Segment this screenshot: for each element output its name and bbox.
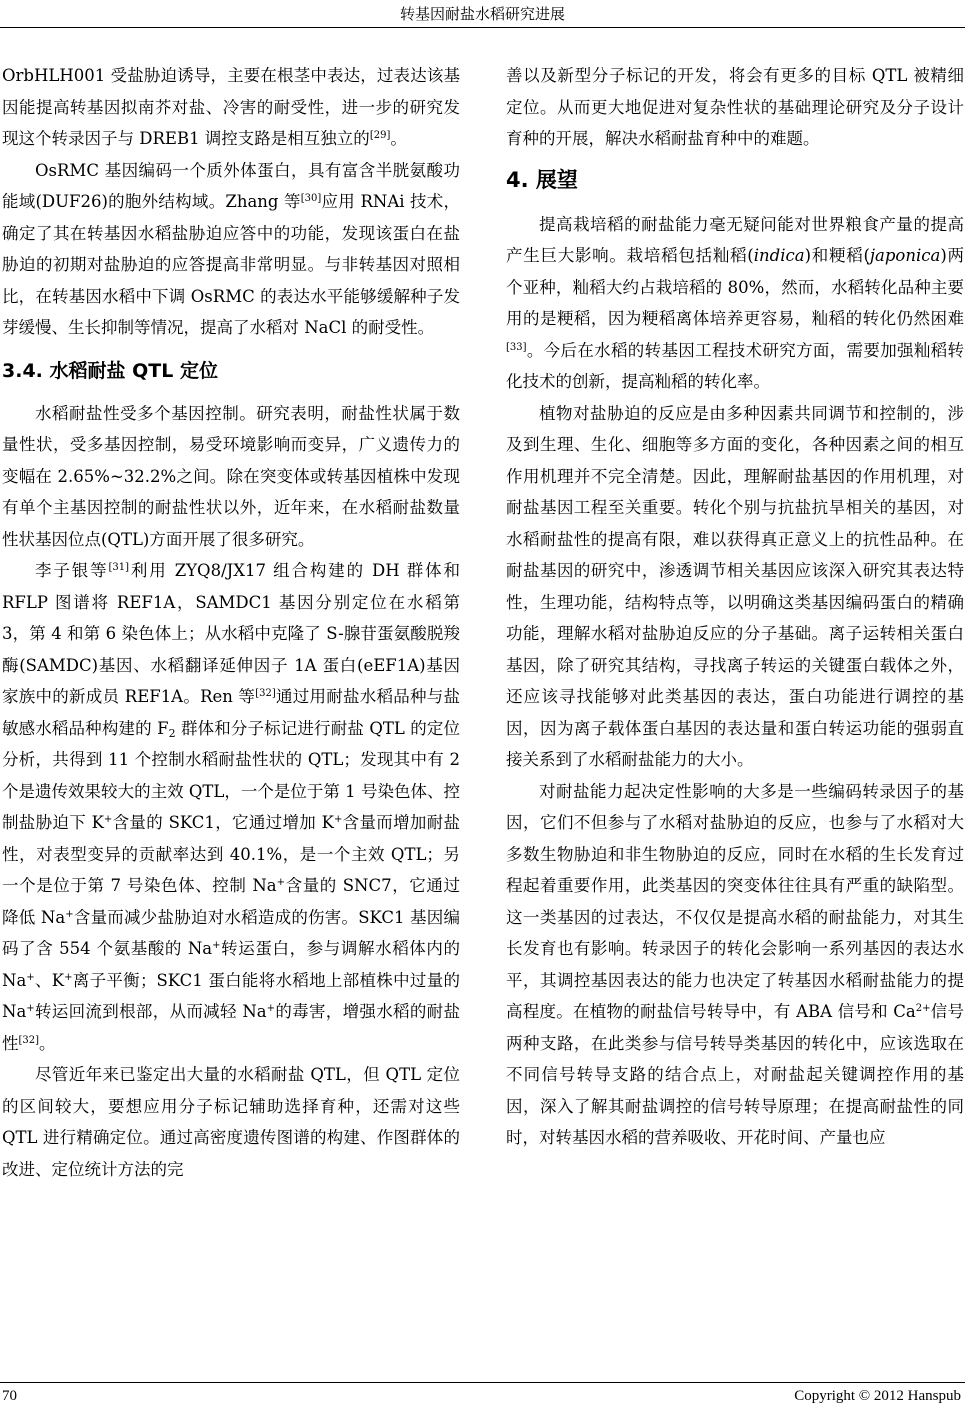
header-rule xyxy=(0,27,965,28)
paragraph: 提高栽培稻的耐盐能力毫无疑问能对世界粮食产量的提高产生巨大影响。栽培稻包括籼稻(indica)和粳稻(japonica)两个亚种，籼稻大约占栽培稻的 80%，然而，水稻转化品种主要用的是粳稻，因为粳稻离体培养更容易，籼稻的转化仍然困难[33]。今后在水稻的转基因工程技术研究方面，需要加强籼稻转化技术的创新，提高籼稻的转化率。 xyxy=(506,214,965,391)
citation[interactable]: [33] xyxy=(506,341,527,353)
citation[interactable]: [32] xyxy=(18,1034,40,1046)
footer-rule xyxy=(0,1382,965,1383)
paragraph: 水稻耐盐性受多个基因控制。研究表明，耐盐性状属于数量性状，受多基因控制，易受环境影响而变异，广义遗传力的变幅在 2.65%~32.2%之间。除在突变体或转基因植株中发现有单个主基因控制的耐盐性状以外，近年来，在水稻耐盐数量性状基因位点(QTL)方面开展了很多研究。 xyxy=(2,403,460,549)
citation[interactable]: [30] xyxy=(300,193,322,204)
section-heading-4: 4. 展望 xyxy=(506,167,578,192)
page-number: 70 xyxy=(2,1388,17,1404)
right-column xyxy=(506,60,964,1154)
left-column xyxy=(2,60,460,1185)
copyright-notice: Copyright © 2012 Hanspub xyxy=(794,1388,961,1404)
paragraph: 尽管近年来已鉴定出大量的水稻耐盐 QTL，但 QTL 定位的区间较大，要想应用分子标记辅助选择育种，还需对这些 QTL 进行精确定位。通过高密度遗传图谱的构建、作图群体的改进、定位统计方法的完 xyxy=(2,1065,460,1179)
citation[interactable]: [32] xyxy=(255,688,276,699)
paragraph: 对耐盐能力起决定性影响的大多是一些编码转录因子的基因，它们不但参与了水稻对盐胁迫的反应，也参与了水稻对大多数生物胁迫和非生物胁迫的反应，同时在水稻的生长发育过程起着重要作用，此类基因的突变体往往具有严重的缺陷型。这一类基因的过表达，不仅仅是提高水稻的耐盐能力，对其生长发育也有影响。转录因子的转化会影响一系列基因的表达水平，其调控基因表达的能力也决定了转基因水稻耐盐能力的提高程度。在植物的耐盐信号转导中，有 ABA 信号和 $Ca^{2+}$信号两种支路，在此类参与信号转导类基因的转化中，应该选取在不同信号转导支路的结合点上，对耐盐起关键调控作用的基因，深入了解其耐盐调控的信号转导原理；在提高耐盐性的同时，对转基因水稻的营养吸收、开花时间、产量也应 xyxy=(506,781,965,1147)
section-heading-3-4: 3.4. 水稻耐盐 QTL 定位 xyxy=(2,359,218,382)
paragraph: 善以及新型分子标记的开发，将会有更多的目标 QTL 被精细定位。从而更大地促进对复杂性状的基础理论研究及分子设计育种的开展，解决水稻耐盐育种中的难题。 xyxy=(506,66,964,148)
paragraph: OrbHLH001 受盐胁迫诱导，主要在根茎中表达，过表达该基因能提高转基因拟南芥对盐、冷害的耐受性，进一步的研究发现这个转录因子与 DREB1 调控支路是相互独立的[29]。 xyxy=(2,66,460,148)
paragraph: 植物对盐胁迫的反应是由多种因素共同调节和控制的，涉及到生理、生化、细胞等多方面的变化，各种因素之间的相互作用机理并不完全清楚。因此，理解耐盐基因的作用机理，对耐盐基因工程至关重要。转化个别与抗盐抗旱相关的基因，对水稻耐盐性的提高有限，难以获得真正意义上的抗性品种。在耐盐基因的研究中，渗透调节相关基因应该深入研究其表达特性，生理功能，结构特点等，以明确这类基因编码蛋白的精确功能，理解水稻对盐胁迫反应的分子基础。离子运转相关蛋白基因，除了研究其结构，寻找离子转运的关键蛋白载体之外，还应该寻找能够对此类基因的表达，蛋白功能进行调控的基因，因为离子载体蛋白基因的表达量和蛋白转运功能的强弱直接关系到了水稻耐盐能力的大小。 xyxy=(506,403,964,769)
citation[interactable]: [31] xyxy=(108,562,129,573)
paragraph: OsRMC 基因编码一个质外体蛋白，具有富含半胱氨酸功能域(DUF26)的胞外结构域。Zhang 等[30]应用 RNAi 技术，确定了其在转基因水稻盐胁迫应答中的功能，发现该蛋白在盐胁迫的初期对盐胁迫的应答提高非常明显。与非转基因对照相比，在转基因水稻中下调 OsRMC 的表达水平能够缓解种子发芽缓慢、生长抑制等情况，提高了水稻对 NaCl 的耐受性。 xyxy=(2,160,460,337)
paragraph: 李子银等[31]利用 ZYQ8/JX17 组合构建的 DH 群体和 RFLP 图谱将 REF1A，SAMDC1 基因分别定位在水稻第 3，第 4 和第 6 染色体上；从水稻中克隆了 S-腺苷蛋氨酸脱羧酶(SAMDC)基因、水稻翻译延伸因子 1A 蛋白(eEF1A)基因家族中的新成员 REF1A。Ren 等[32]通过用耐盐水稻品种与盐敏感水稻品种构建的 $F_2$ 群体和分子标记进行耐盐 QTL 的定位分析，共得到 11 个控制水稻耐盐性状的 QTL；发现其中有 2 个是遗传效果较大的主效 QTL，一个是位于第 1 号染色体、控制盐胁迫下 K+含量的 SKC1，它通过增加 K+含量而增加耐盐性，对表型变异的贡献率达到 40.1%，是一个主效 QTL；另一个是位于第 7 号染色体、控制 Na+含量的 SNC7，它通过降低 Na+含量而减少盐胁迫对水稻造成的伤害。SKC1 基因编码了含 554 个氨基酸的 Na+转运蛋白，参与调解水稻体内的 Na+、K+离子平衡；SKC1 蛋白能将水稻地上部植株中过量的 Na+转运回流到根部，从而减轻 Na+的毒害，增强水稻的耐盐性[32]。 xyxy=(2,561,461,1053)
citation[interactable]: [29] xyxy=(369,130,391,141)
running-header: 转基因耐盐水稻研究进展 xyxy=(399,5,565,23)
